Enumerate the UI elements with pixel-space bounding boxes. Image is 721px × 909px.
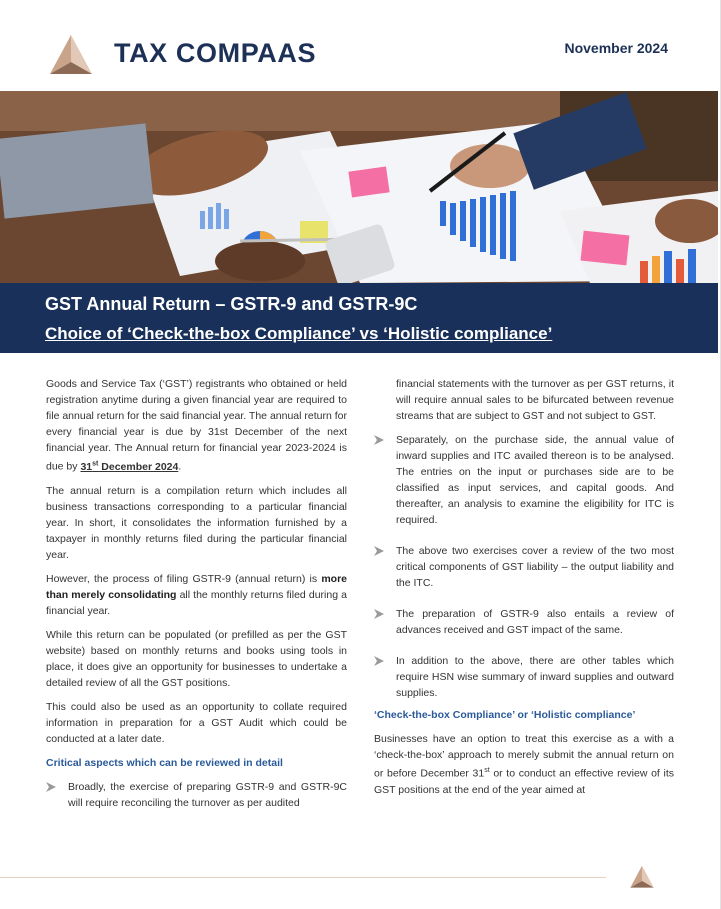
arrow-bullet-icon — [374, 546, 384, 556]
paragraph-consolidation: However, the process of filing GSTR-9 (annual return) is more than merely consolidating all the monthly returns filed during a financial year. — [46, 572, 347, 617]
due-date: 31st December 2024 — [80, 460, 179, 473]
bullet-item: The above two exercises cover a review of the two most critical components of GST liability – the output liability and the ITC. — [374, 543, 674, 591]
brand-name: TAX COMPAAS — [114, 38, 317, 68]
section-heading-compliance-choice: ‘Check-the-box Compliance’ or ‘Holistic compliance’ — [374, 709, 636, 721]
issue-date: November 2024 — [564, 40, 668, 56]
tax-compaas-logo-icon — [46, 34, 96, 76]
section-heading-critical-aspects: Critical aspects which can be reviewed in detail — [46, 756, 283, 769]
arrow-bullet-icon — [46, 782, 56, 792]
bullet-item: Broadly, the exercise of preparing GSTR-9 and GSTR-9C will require reconciling the turnover as per audited — [46, 779, 347, 811]
paragraph-audit: This could also be used as an opportunity to collate required information in preparation for a GST Audit which could be conducted at a later date. — [46, 700, 347, 745]
bullet-item: Separately, on the purchase side, the annual value of inward supplies and ITC availed thereon is to be analysed. The entries on the input or purchases side are to be classified as input services, and capital goods. And thereafter, an analysis to examine the eligibility for ITC is required. — [374, 432, 674, 528]
arrow-bullet-icon — [374, 435, 384, 445]
title-banner — [0, 283, 718, 353]
arrow-bullet-icon — [374, 656, 384, 666]
article-title: GST Annual Return – GSTR-9 and GSTR-9C — [45, 294, 418, 314]
paragraph-intro: Goods and Service Tax (‘GST’) registrants who obtained or held registration anytime during a given financial year are required to file annual return for the said financial year. The annual return for every financial year is due by 31st December of the next financial year. The Annual return for financial year 2023-2024 is due by 31st December 2024. — [46, 378, 347, 473]
paragraph-compilation: The annual return is a compilation return which includes all business transactions corresponding to a particular financial year. In short, it consolidates the information furnished by a taxpayer in monthly returns filed during the particular financial year. — [46, 484, 347, 561]
paragraph-options: Businesses have an option to treat this exercise as a with a ‘check-the-box’ approach to merely submit the annual return on or before December 31st or to conduct an effective review of its GST positions at the end of the year aimed at — [374, 733, 674, 796]
bullet-item: The preparation of GSTR-9 also entails a review of advances received and GST impact of the same. — [374, 606, 674, 638]
bullet-continuation: financial statements with the turnover as per GST returns, it will require annual sales to be bifurcated between revenue streams that are subject to GST and not subject to GST. — [396, 378, 674, 422]
article-subtitle: Choice of ‘Check-the-box Compliance’ vs ‘Holistic compliance’ — [45, 324, 553, 343]
footer-divider — [0, 877, 606, 878]
left-column — [46, 376, 347, 811]
right-column — [374, 376, 674, 806]
hero-image — [0, 91, 718, 283]
paragraph-review-opportunity: While this return can be populated (or prefilled as per the GST website) based on monthly returns and books using tools in place, it does give an opportunity for businesses to undertake a detailed review of all the GST positions. — [46, 628, 347, 689]
bullet-item: In addition to the above, there are other tables which require HSN wise summary of inward supplies and outward supplies. — [374, 653, 674, 701]
arrow-bullet-icon — [374, 609, 384, 619]
footer-logo-icon — [628, 864, 656, 890]
